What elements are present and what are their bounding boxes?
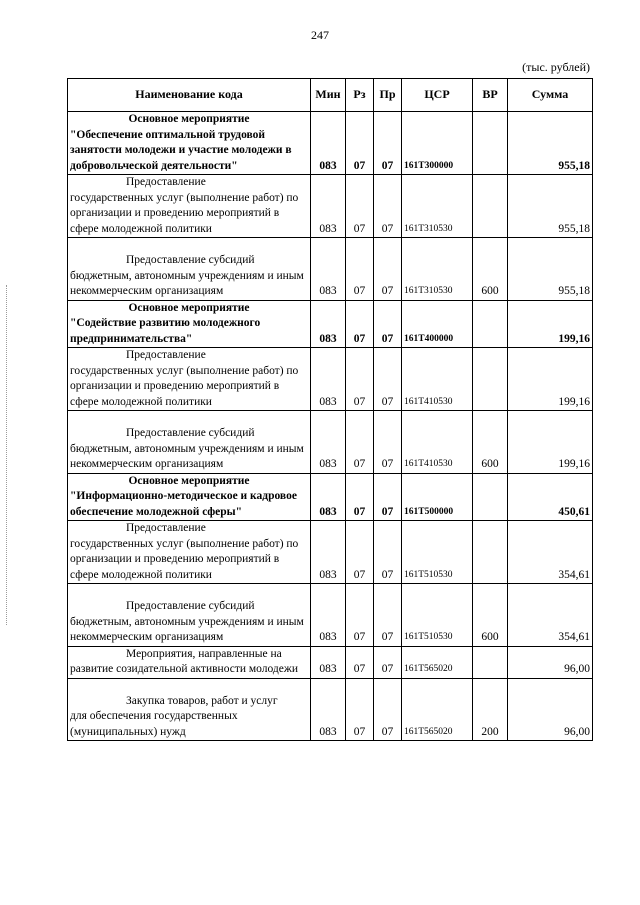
- header-sum: Сумма: [508, 79, 593, 112]
- row-name: [68, 521, 311, 584]
- row-sum: 955,18: [508, 112, 593, 175]
- row-sum: 96,00: [508, 678, 593, 741]
- row-pr: 07: [374, 348, 402, 411]
- row-lead: Предоставление: [126, 349, 206, 361]
- row-min: 083: [311, 411, 346, 474]
- row-lead: Предоставление: [126, 176, 206, 188]
- row-name: [68, 584, 311, 647]
- row-title: Основное мероприятие: [128, 474, 250, 487]
- row-name-text: "Информационно-методическое и кадровое обеспечение молодежной сферы": [70, 490, 297, 518]
- row-min: 083: [311, 473, 346, 521]
- row-rz: 07: [346, 348, 374, 411]
- row-name: [68, 348, 311, 411]
- table-row: [68, 678, 593, 741]
- row-title: Основное мероприятие: [128, 301, 250, 314]
- row-lead: Предоставление субсидий: [126, 254, 255, 266]
- row-rz: 07: [346, 473, 374, 521]
- row-lead: Предоставление субсидий: [126, 600, 255, 612]
- row-name-text: бюджетным, автономным учреждениям и иным некоммерческим организациям: [70, 615, 304, 643]
- row-vr: 200: [473, 678, 508, 741]
- row-name: [68, 678, 311, 741]
- row-name-text: бюджетным, автономным учреждениям и иным некоммерческим организациям: [70, 269, 304, 297]
- row-min: 083: [311, 584, 346, 647]
- row-vr: [473, 300, 508, 348]
- row-name-text: государственных услуг (выполнение работ) по организации и проведению мероприятий в сфере молодежной политики: [70, 191, 299, 235]
- row-vr: [473, 112, 508, 175]
- row-pr: 07: [374, 411, 402, 474]
- table-row: [68, 584, 593, 647]
- row-rz: 07: [346, 521, 374, 584]
- row-name: [68, 646, 311, 678]
- row-name: [68, 175, 311, 238]
- row-vr: [473, 348, 508, 411]
- units-label: (тыс. рублей): [522, 60, 590, 74]
- row-pr: 07: [374, 646, 402, 678]
- row-pr: 07: [374, 112, 402, 175]
- table-row: [68, 521, 593, 584]
- row-csr: 161Т400000: [402, 300, 473, 348]
- row-min: 083: [311, 112, 346, 175]
- row-min: 083: [311, 646, 346, 678]
- row-min: 083: [311, 521, 346, 584]
- row-csr: 161Т510530: [402, 584, 473, 647]
- table-row: [68, 175, 593, 238]
- row-csr: 161Т410530: [402, 348, 473, 411]
- row-title: Основное мероприятие: [128, 113, 250, 125]
- row-rz: 07: [346, 584, 374, 647]
- row-lead: Предоставление: [126, 522, 206, 534]
- row-name-text: государственных услуг (выполнение работ) по организации и проведению мероприятий в сфере молодежной политики: [70, 364, 299, 408]
- row-sum: 96,00: [508, 646, 593, 678]
- row-pr: 07: [374, 238, 402, 301]
- row-min: 083: [311, 238, 346, 301]
- row-rz: 07: [346, 646, 374, 678]
- row-name: [68, 112, 311, 175]
- row-csr: 161Т300000: [402, 112, 473, 175]
- row-pr: 07: [374, 584, 402, 647]
- row-name-text: государственных услуг (выполнение работ) по организации и проведению мероприятий в сфере молодежной политики: [70, 537, 299, 581]
- row-sum: 955,18: [508, 238, 593, 301]
- budget-table: [67, 78, 593, 741]
- row-min: 083: [311, 175, 346, 238]
- table-header-row: [68, 79, 593, 112]
- header-min: Мин: [311, 79, 346, 112]
- row-vr: [473, 646, 508, 678]
- table-row: [68, 646, 593, 678]
- row-csr: 161Т565020: [402, 678, 473, 741]
- row-name: [68, 238, 311, 301]
- row-name-text: "Обеспечение оптимальной трудовой занятости молодежи и участие молодежи в добровольческой деятельности": [70, 128, 292, 172]
- header-vr: ВР: [473, 79, 508, 112]
- header-name: Наименование кода: [68, 79, 311, 112]
- row-rz: 07: [346, 411, 374, 474]
- row-name: [68, 411, 311, 474]
- row-sum: 199,16: [508, 411, 593, 474]
- row-csr: 161Т310530: [402, 238, 473, 301]
- row-vr: [473, 473, 508, 521]
- table-row-main: [68, 300, 593, 348]
- row-pr: 07: [374, 678, 402, 741]
- row-lead: Закупка товаров, работ и услуг: [126, 694, 278, 707]
- row-sum: 450,61: [508, 473, 593, 521]
- row-name-text: для обеспечения государственных (муниципальных) нужд: [70, 710, 238, 738]
- page-number: 247: [311, 28, 329, 42]
- row-csr: 161Т500000: [402, 473, 473, 521]
- row-name-text: развитие созидательной активности молодежи: [70, 663, 298, 675]
- row-vr: 600: [473, 238, 508, 301]
- row-name-text: бюджетным, автономным учреждениям и иным некоммерческим организациям: [70, 442, 304, 470]
- table-row-main: [68, 112, 593, 175]
- row-csr: 161Т510530: [402, 521, 473, 584]
- row-rz: 07: [346, 238, 374, 301]
- row-pr: 07: [374, 300, 402, 348]
- row-name-text: "Содействие развитию молодежного предпринимательства": [70, 317, 261, 345]
- row-sum: 354,61: [508, 584, 593, 647]
- table-row: [68, 411, 593, 474]
- row-sum: 199,16: [508, 300, 593, 348]
- row-csr: 161Т410530: [402, 411, 473, 474]
- row-name: [68, 300, 311, 348]
- row-lead: Предоставление субсидий: [126, 427, 255, 439]
- row-sum: 955,18: [508, 175, 593, 238]
- row-sum: 199,16: [508, 348, 593, 411]
- table-row: [68, 238, 593, 301]
- row-csr: 161Т565020: [402, 646, 473, 678]
- row-min: 083: [311, 678, 346, 741]
- row-rz: 07: [346, 678, 374, 741]
- row-rz: 07: [346, 175, 374, 238]
- row-min: 083: [311, 300, 346, 348]
- header-pr: Пр: [374, 79, 402, 112]
- table-row: [68, 348, 593, 411]
- row-vr: 600: [473, 411, 508, 474]
- row-pr: 07: [374, 175, 402, 238]
- table-row-main: [68, 473, 593, 521]
- row-vr: [473, 175, 508, 238]
- row-rz: 07: [346, 112, 374, 175]
- header-csr: ЦСР: [402, 79, 473, 112]
- row-vr: 600: [473, 584, 508, 647]
- row-pr: 07: [374, 473, 402, 521]
- row-min: 083: [311, 348, 346, 411]
- header-rz: Рз: [346, 79, 374, 112]
- row-rz: 07: [346, 300, 374, 348]
- row-vr: [473, 521, 508, 584]
- row-lead: Мероприятия, направленные на: [126, 647, 282, 660]
- row-pr: 07: [374, 521, 402, 584]
- margin-mark: [6, 285, 9, 625]
- row-sum: 354,61: [508, 521, 593, 584]
- row-name: [68, 473, 311, 521]
- row-csr: 161Т310530: [402, 175, 473, 238]
